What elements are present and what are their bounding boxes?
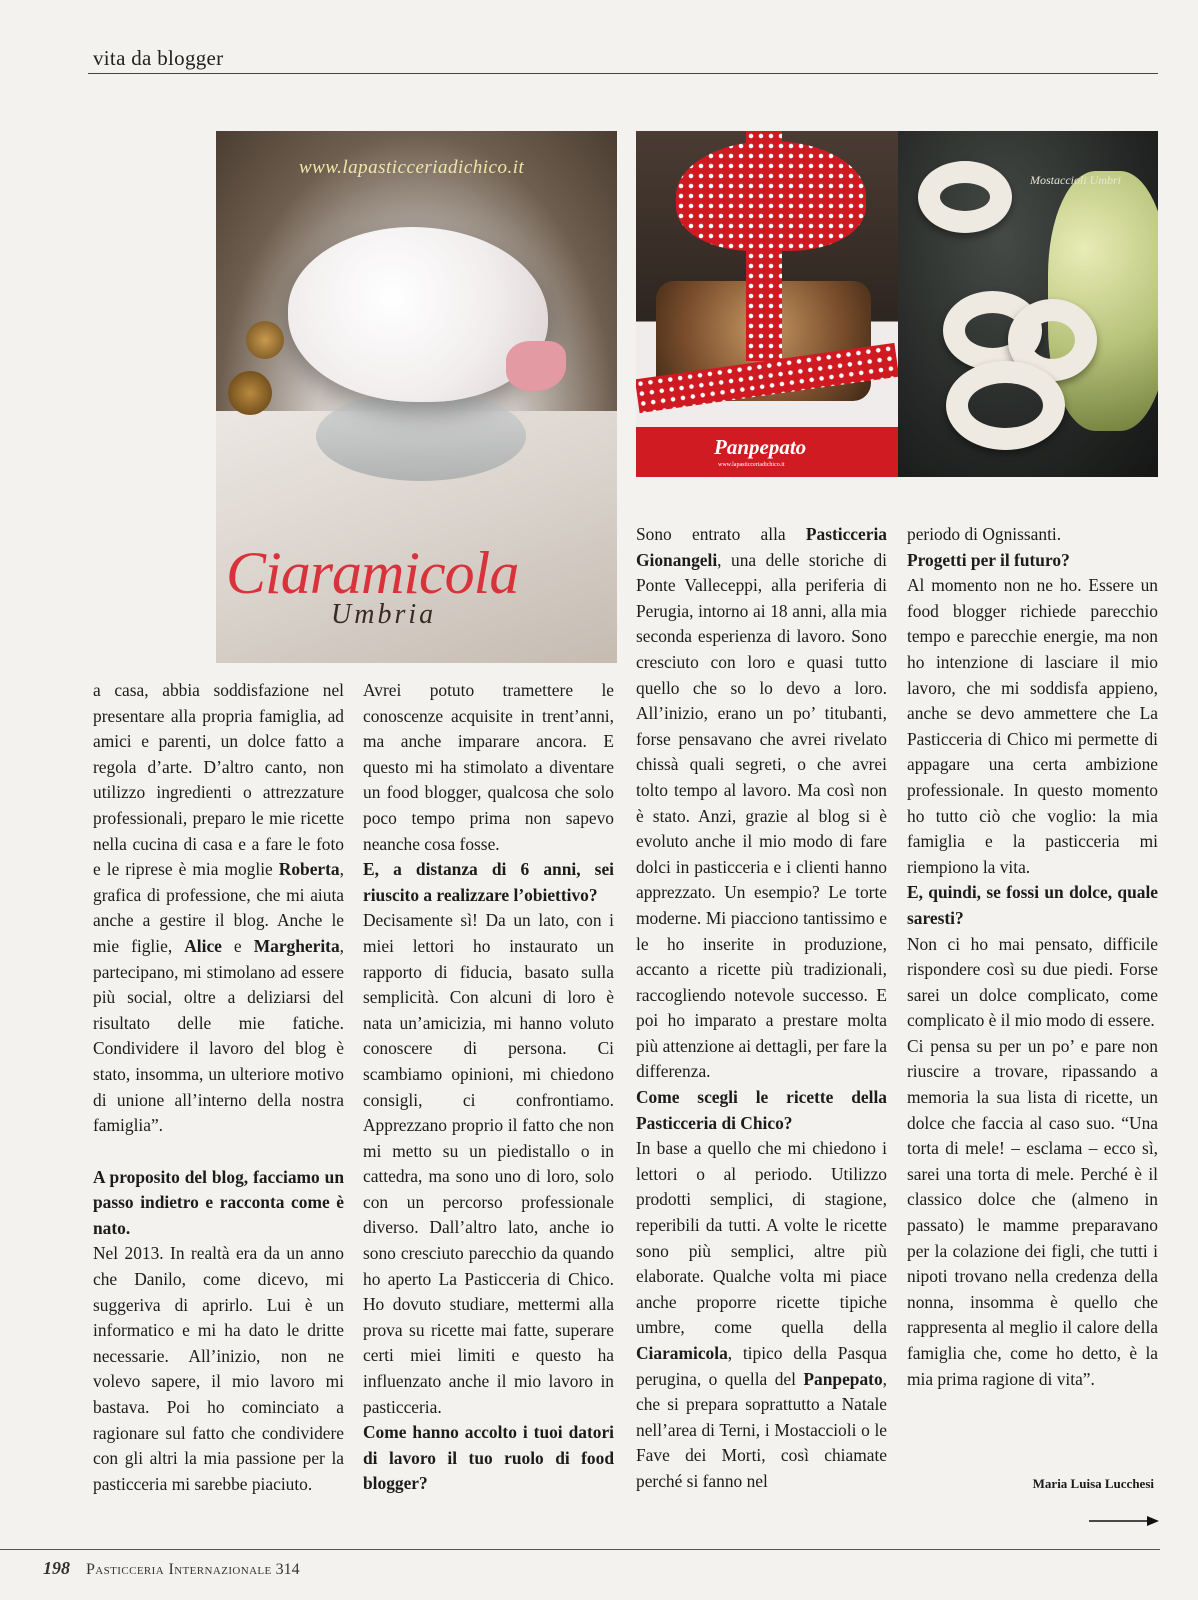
text: , partecipano, mi stimolano ad essere più social, oltre a deliziarsi del risultato delle mie fatiche. Condividere il lavoro del blog è stato, insomma, un ulteriore motivo di unione all’interno della nostra famiglia”. bbox=[93, 935, 345, 1136]
mostaccioli-photo bbox=[898, 131, 1158, 477]
continue-arrow-icon bbox=[1089, 1514, 1159, 1528]
text: , grafica di professione, che mi aiuta anche a gestire il blog. Anche le mie figlie, bbox=[93, 859, 344, 956]
interview-question: A proposito del blog, facciamo un passo indietro e racconta come è nato. bbox=[93, 1166, 344, 1238]
name-highlight: Margherita bbox=[253, 935, 340, 956]
text: a casa, abbia soddisfazione nel presentare alla propria famiglia, ad amici e parenti, un dolce fatto a regola d’arte. D’altro canto, non utilizzo ingredienti o attrezzature professionali, preparo le mie ricette nella cucina di casa e a fare le foto e le riprese è mia moglie bbox=[93, 680, 344, 880]
section-title: vita da blogger bbox=[93, 46, 224, 70]
name-highlight: Roberta bbox=[278, 859, 340, 880]
mostaccioli-cookie bbox=[918, 161, 1012, 233]
text: Sono entrato alla bbox=[636, 524, 806, 544]
author-signature: Maria Luisa Lucchesi bbox=[1032, 1476, 1154, 1491]
mostaccioli-cookie bbox=[946, 361, 1065, 450]
article-column-1 bbox=[93, 678, 344, 1497]
name-highlight: Panpepato bbox=[803, 1368, 883, 1389]
issue-number: 314 bbox=[275, 1561, 300, 1578]
article-column-3 bbox=[636, 522, 887, 1495]
magazine-name: Pasticceria Internazionale bbox=[86, 1561, 272, 1578]
panpepato-title: Panpepato bbox=[714, 435, 807, 459]
page-number: 198 bbox=[43, 1558, 70, 1578]
paragraph: periodo di Ognissanti. bbox=[907, 524, 1062, 544]
interview-question: Progetti per il futuro? bbox=[907, 549, 1070, 570]
ribbon-bow bbox=[676, 141, 866, 251]
text: e bbox=[221, 935, 254, 956]
footer-divider bbox=[0, 1549, 1160, 1550]
interview-question: E, a distanza di 6 anni, sei riuscito a realizzare l’obiettivo? bbox=[363, 859, 614, 905]
header-divider bbox=[88, 73, 1158, 74]
panpepato-site: www.lapasticceriadichico.it bbox=[718, 462, 785, 468]
cake-stand bbox=[316, 391, 526, 481]
ciaramicola-photo bbox=[216, 131, 617, 663]
paragraph: Al momento non ne ho. Essere un food blogger richiede parecchio tempo e parecchie energie, ma non ho intenzione di lasciare il mio lavoro, che mi soddisfa appieno, anche se devo ammettere che La Pasticceria di Chico mi permette di appagare una certa ambizione professionale. In questo momento ho tutto ciò che voglio: la mia famiglia e la pasticceria mi riempiono la vita. bbox=[907, 575, 1158, 877]
interview-question: Come scegli le ricette della Pasticceria di Chico? bbox=[636, 1087, 887, 1133]
text: , una delle storiche di Ponte Valleceppi, alla periferia di Perugia, intorno ai 18 anni, alla mia seconda esperienza di lavoro. Sono cresciuto con loro e quasi tutto quello che so lo devo a loro. All’inizio, erano un po’ titubanti, forse pensavano che avrei rivelato chissà quali segreti, o che avrei tolto tempo al lavoro. Ma così non è stato. Anzi, grazie al blog si è evoluto anche il mio modo di fare dolci in pasticceria e i clienti hanno apprezzato. Un esempio? Le torte moderne. Mi piacciono tantissimo e le ho inserite in produzione, accanto a ricette più tradizionali, raccogliendo notevole successo. E poi ho imparato a prestare molta più attenzione ai dettagli, per fare la differenza. bbox=[636, 549, 887, 1082]
paragraph: Nel 2013. In realtà era da un anno che Danilo, come dicevo, mi suggeriva di aprirlo. Lui è un informatico e mi ha dato le dritte necessarie. All’inizio, non ne volevo sapere, il mio lavoro mi bastava. Poi ho cominciato a ragionare sul fatto che condividere con gli altri la mia passione per la pasticceria mi sarebbe piaciuto. bbox=[93, 1243, 344, 1494]
photo-caption-ciaramicola: Ciaramicola bbox=[226, 540, 519, 606]
text: In base a quello che mi chiedono i lettori o al periodo. Utilizzo prodotti semplici, di stagione, reperibili da tutti. A volte le ricette sono più semplici, altre più elaborate. Qualche volta mi piace anche proporre ricette tipiche umbre, come quella della bbox=[636, 1138, 887, 1338]
paragraph: Non ci ho mai pensato, difficile rispondere così su due piedi. Forse sarei un dolce complicato, come complicato è il mio modo di essere. bbox=[907, 933, 1158, 1031]
page-footer bbox=[43, 1558, 300, 1579]
interview-question: Come hanno accolto i tuoi datori di lavoro il tuo ruolo di food blogger? bbox=[363, 1422, 614, 1494]
name-highlight: Ciaramicola bbox=[636, 1343, 728, 1363]
panpepato-label bbox=[636, 427, 898, 477]
decor-ball bbox=[246, 321, 284, 359]
paragraph bbox=[636, 1136, 887, 1494]
paragraph bbox=[636, 522, 887, 1085]
decor-ball bbox=[228, 371, 272, 415]
cake-slice bbox=[506, 341, 566, 391]
article-column-2 bbox=[363, 678, 614, 1497]
panpepato-photo bbox=[636, 131, 898, 477]
mostaccioli-caption: Mostaccioli Umbri bbox=[1030, 173, 1121, 187]
paragraph bbox=[93, 678, 344, 1139]
text: , che si prepara soprattutto a Natale nell’area di Terni, i Mostaccioli o le Fave dei Morti, così chiamate perché si fanno nel bbox=[636, 1368, 887, 1491]
paragraph: Ci pensa su per un po’ e pare non riuscire a trovare, ripassando a memoria la sua lista di ricette, un dolce che faccia al caso suo. “Una torta di mele! – esclama – ecco sì, sarei una torta di mele. Perché è il classico dolce che (almeno in passato) le mamme preparavano per la colazione dei figli, che tutti i nipoti trovano nella credenza della nonna, insomma è quello che rappresenta al meglio il calore della famiglia che, come ho detto, è la mia prima ragione di vita”. bbox=[907, 1035, 1158, 1389]
paragraph: Decisamente sì! Da un lato, con i miei lettori ho instaurato un rapporto di fiducia, basato sulla semplicità. Con alcuni di loro è nata un’amicizia, mi hanno voluto conoscere di persona. Ci scambiamo opinioni, mi chiedono consigli, ci confrontiamo. Apprezzano proprio il fatto che non mi metto su un piedistallo o in cattedra, ma sono uno di loro, solo con un percorso professionale diverso. Dall’altro lato, anche io sono cresciuto parecchio da quando ho aperto La Pasticceria di Chico. Ho dovuto studiare, mettermi alla prova su ricette mai fatte, superare certi miei limiti e questo ha influenzato anche il mio lavoro in pasticceria. bbox=[363, 910, 614, 1417]
text: , tipico della Pasqua perugina, o quella del bbox=[636, 1343, 887, 1389]
paragraph: Avrei potuto tramettere le conoscenze acquisite in trent’anni, ma anche imparare ancora. E questo mi ha stimolato a diventare un food blogger, qualcosa che solo poco tempo prima non sapevo neanche cosa fosse. bbox=[363, 680, 614, 854]
interview-question: E, quindi, se fossi un dolce, quale saresti? bbox=[907, 882, 1158, 928]
photo-caption-umbria: Umbria bbox=[331, 599, 437, 630]
photo-watermark: www.lapasticceriadichico.it bbox=[299, 157, 525, 178]
name-highlight: Alice bbox=[184, 935, 222, 956]
article-column-4 bbox=[907, 522, 1158, 1392]
name-highlight: Pasticceria Gionangeli bbox=[636, 524, 887, 570]
